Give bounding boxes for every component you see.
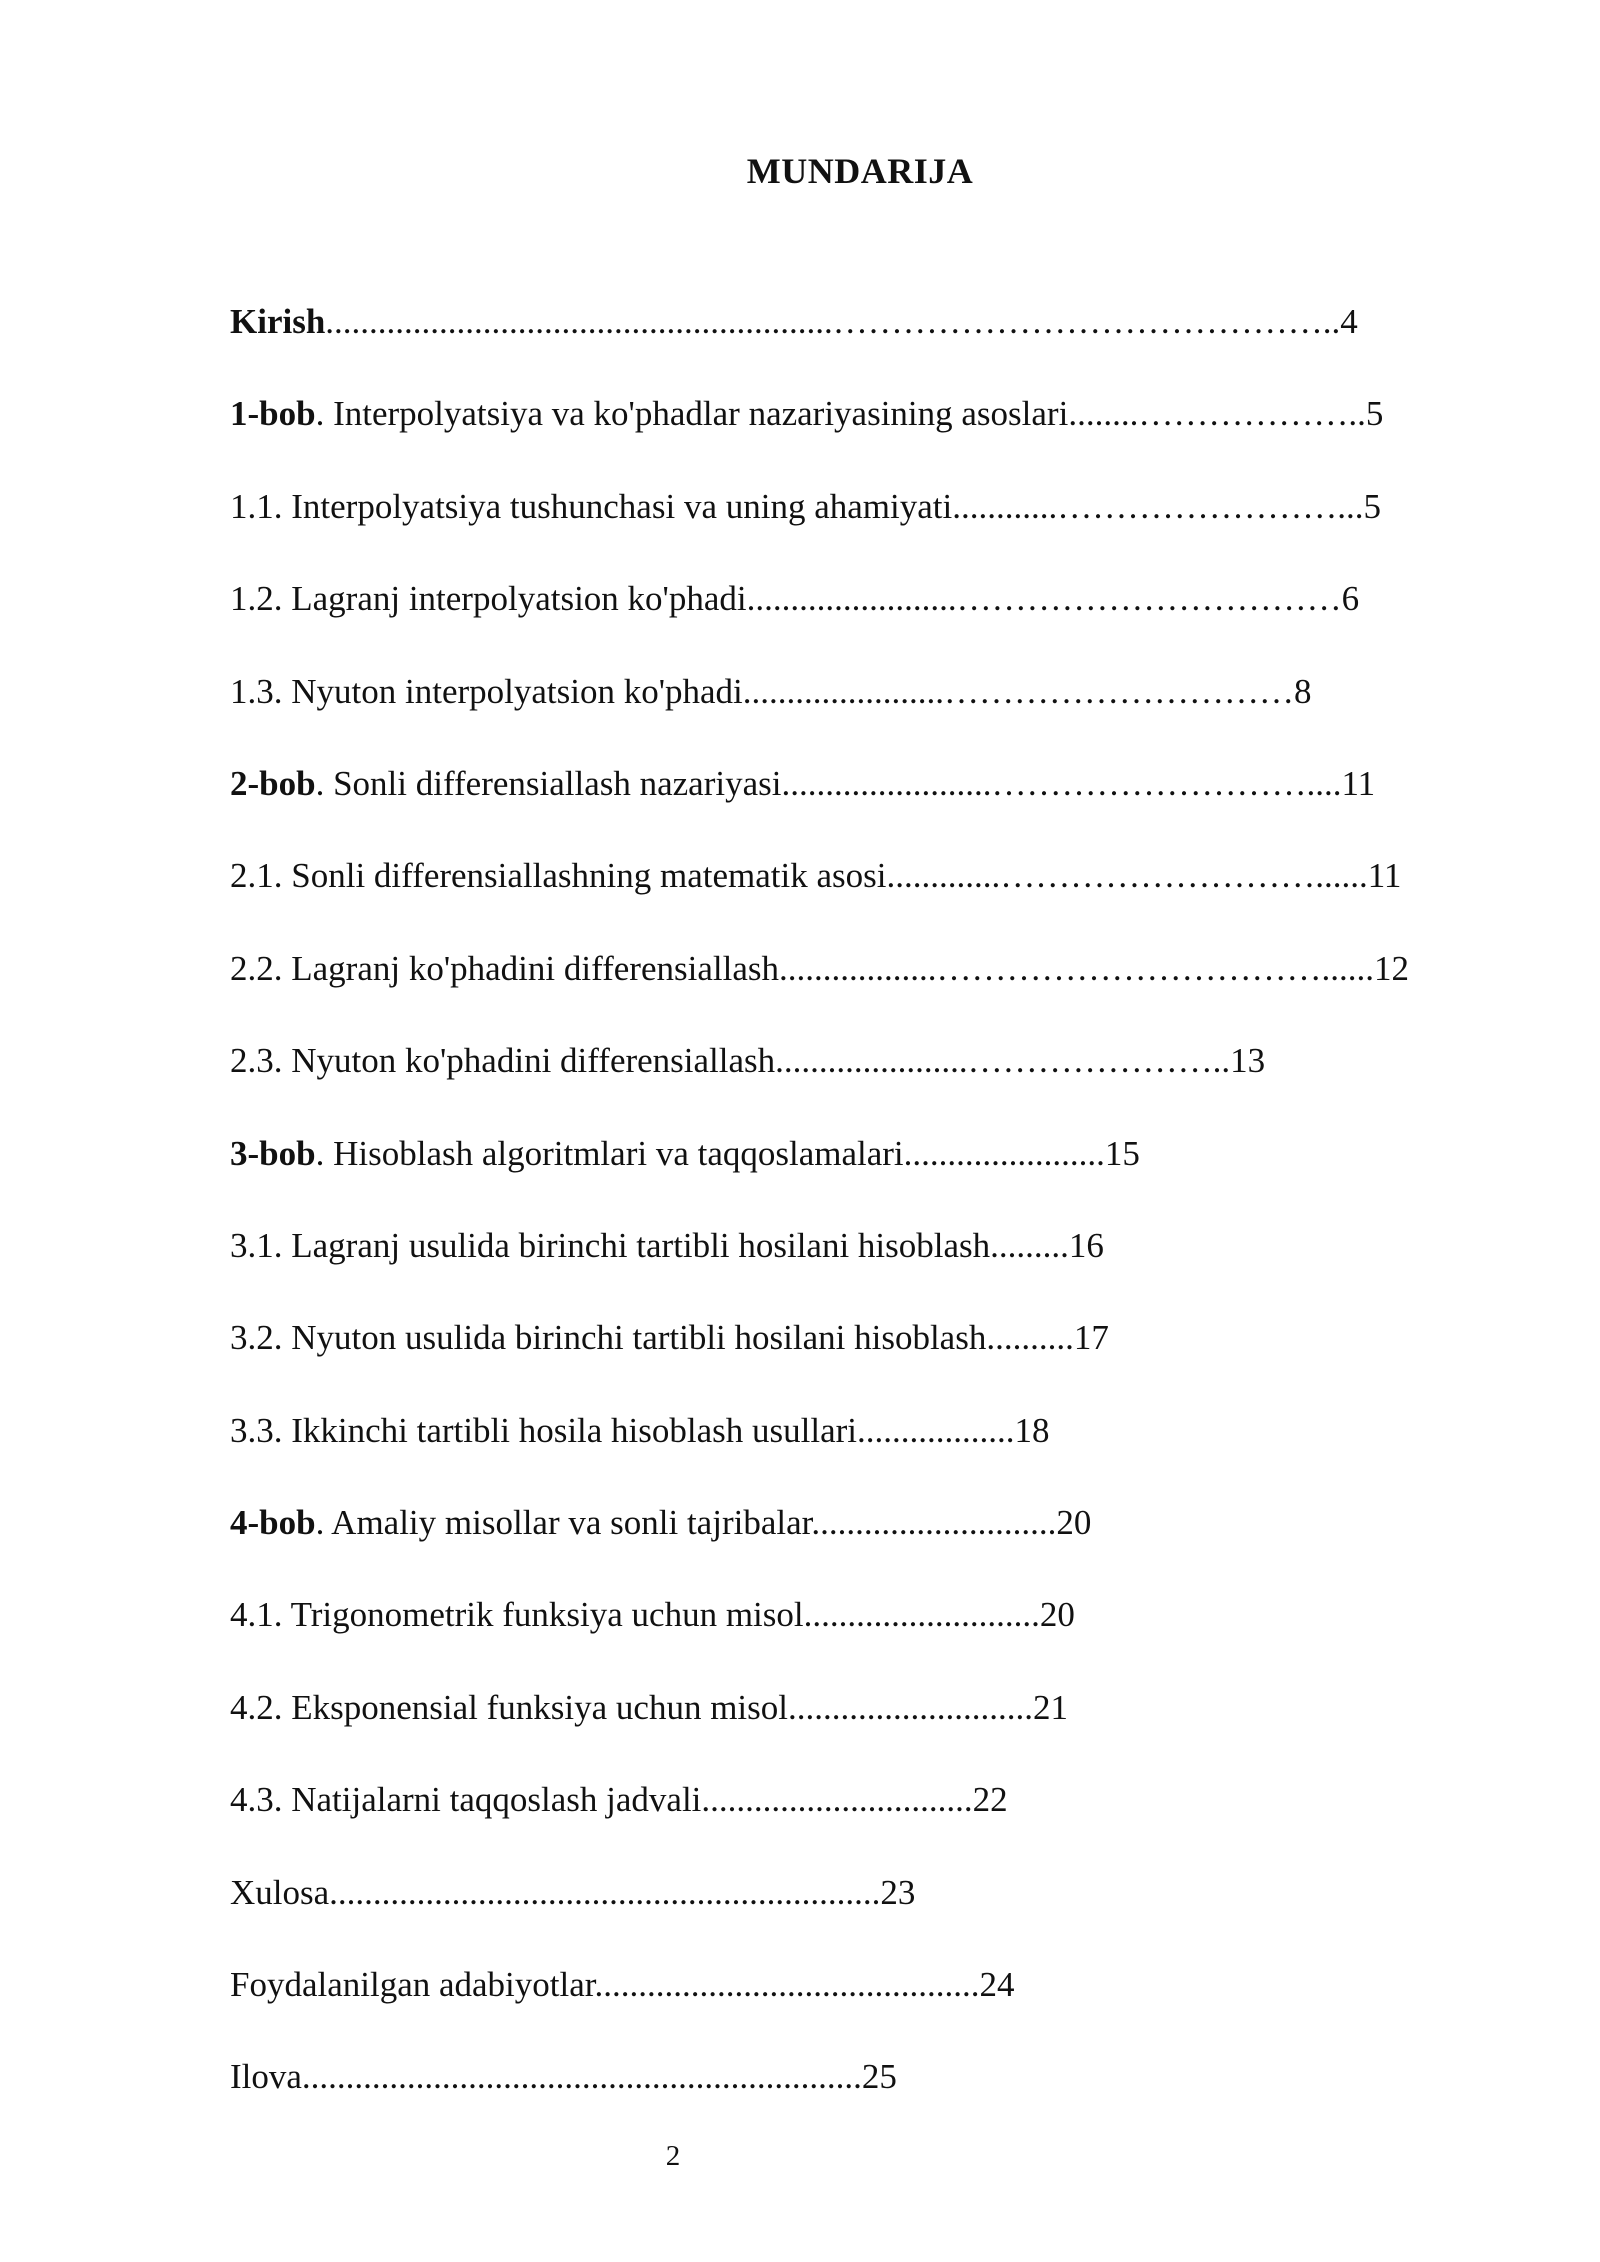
toc-entry-intro bbox=[230, 292, 1409, 384]
toc-entry-chapter-1 bbox=[230, 384, 1409, 476]
toc-entry-text: . Interpolyatsiya va ko'phadlar nazariyasining asoslari........………………..5 bbox=[315, 394, 1384, 434]
toc-entry-text: Xulosa...............................................................23 bbox=[230, 1872, 916, 1912]
toc-entry-text: . Amaliy misollar va sonli tajribalar............................20 bbox=[315, 1503, 1092, 1543]
toc-entry-text: 2.3. Nyuton ko'phadini differensiallash......................…………………..13 bbox=[230, 1041, 1266, 1081]
toc-entry-conclusion bbox=[230, 1863, 1409, 1955]
toc-entry-appendix bbox=[230, 2047, 1409, 2139]
toc-entry-text: 4.3. Natijalarni taqqoslash jadvali...............................22 bbox=[230, 1780, 1008, 1820]
table-of-contents bbox=[230, 292, 1409, 2140]
toc-entry-text: 4.1. Trigonometrik funksiya uchun misol...........................20 bbox=[230, 1595, 1075, 1635]
toc-entry-text: 4.2. Eksponensial funksiya uchun misol............................21 bbox=[230, 1687, 1069, 1727]
toc-entry-prefix: 3-bob bbox=[230, 1133, 316, 1173]
toc-entry-4-3 bbox=[230, 1770, 1409, 1862]
toc-entry-chapter-2 bbox=[230, 754, 1409, 846]
toc-entry-text: 1.3. Nyuton interpolyatsion ko'phadi.......................…………………………8 bbox=[230, 671, 1312, 711]
page-number: 2 bbox=[665, 2140, 681, 2172]
toc-entry-4-2 bbox=[230, 1678, 1409, 1770]
toc-entry-text: . Hisoblash algoritmlari va taqqoslamalari.......................15 bbox=[315, 1133, 1140, 1173]
toc-entry-4-1 bbox=[230, 1585, 1409, 1677]
toc-entry-references bbox=[230, 1955, 1409, 2047]
toc-entry-prefix: Kirish bbox=[230, 302, 326, 341]
toc-entry-prefix: 4-bob bbox=[230, 1503, 316, 1543]
toc-entry-text: 2.1. Sonli differensiallashning matematik asosi.............………………………......11 bbox=[230, 856, 1402, 896]
toc-entry-text: Foydalanilgan adabiyotlar............................................24 bbox=[230, 1965, 1015, 2005]
toc-entry-1-1 bbox=[230, 477, 1409, 569]
toc-entry-3-3 bbox=[230, 1401, 1409, 1493]
toc-entry-text: ..........................................................……………………………………..4 bbox=[325, 302, 1358, 341]
toc-entry-text: 3.2. Nyuton usulida birinchi tartibli hosilani hisoblash..........17 bbox=[230, 1318, 1109, 1358]
toc-entry-3-1 bbox=[230, 1216, 1409, 1308]
toc-entry-2-3 bbox=[230, 1031, 1409, 1123]
toc-entry-2-1 bbox=[230, 846, 1409, 938]
toc-entry-1-3 bbox=[230, 662, 1409, 754]
toc-entry-text: Ilova................................................................25 bbox=[230, 2057, 897, 2097]
toc-entry-prefix: 1-bob bbox=[230, 394, 316, 434]
toc-entry-prefix: 2-bob bbox=[230, 763, 316, 803]
document-title: MUNDARIJA bbox=[746, 151, 974, 191]
toc-entry-chapter-3 bbox=[230, 1124, 1409, 1216]
toc-entry-text: . Sonli differensiallash nazariyasi........................………………………....11 bbox=[315, 763, 1376, 803]
toc-entry-text: 1.1. Interpolyatsiya tushunchasi va uning ahamiyati............……………………...5 bbox=[230, 486, 1381, 526]
toc-entry-3-2 bbox=[230, 1308, 1409, 1400]
toc-entry-2-2 bbox=[230, 939, 1409, 1031]
toc-entry-text: 3.1. Lagranj usulida birinchi tartibli hosilani hisoblash.........16 bbox=[230, 1225, 1104, 1265]
toc-entry-chapter-4 bbox=[230, 1493, 1409, 1585]
toc-entry-text: 3.3. Ikkinchi tartibli hosila hisoblash usullari..................18 bbox=[230, 1410, 1050, 1450]
toc-entry-text: 2.2. Lagranj ko'phadini differensiallash..................……………………………......12 bbox=[230, 948, 1409, 988]
toc-entry-1-2 bbox=[230, 569, 1409, 661]
toc-entry-text: 1.2. Lagranj interpolyatsion ko'phadi........................……………………………6 bbox=[230, 579, 1360, 619]
